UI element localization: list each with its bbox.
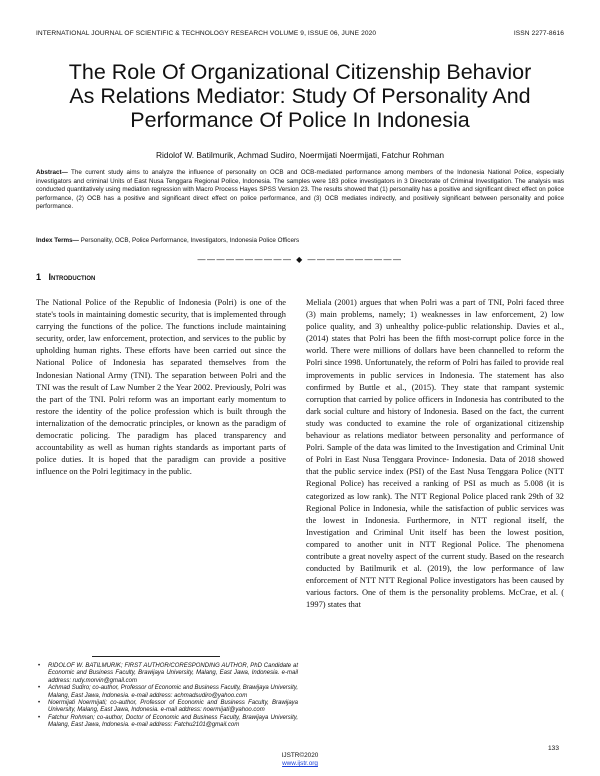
running-header-journal: INTERNATIONAL JOURNAL OF SCIENTIFIC & TECHNOLOGY RESEARCH VOLUME 9, ISSUE 06, JUNE 2020 — [36, 30, 377, 37]
footnote-item: • Achmad Sudiro; co-author, Professor of Economic and Business Faculty, Brawijaya University, Malang, East Jawa, Indonesia. e-mail address: achmadsudiro@yahoo.com — [48, 685, 298, 700]
abstract — [36, 169, 564, 212]
index-terms-label: Index Terms— — [36, 237, 79, 244]
body-paragraph: Meliala (2001) argues that when Polri was a part of TNI, Polri faced three (3) main problems, namely; 1) weaknesses in law enforcement, 2) low police quality, and 3) unhealthy police-public relationship. Davies et al., (2014) states that Polri has been the fifth most-corrupt police force in the world. There were millions of dollars have been channelled to reform the Polri since 1998. Unfortunately, the reform of Polri has failed to provide real improvements in public services in Indonesia. The statement has also confirmed by Buttle et al., (2015). They state that rampant systemic corruption that carried by police officers in Indonesia has contributed to the dark social culture and history of Indonesia. Based on the fact, the current study was conducted to examine the role of organizational citizenship behaviour as relations mediator between personality and performance of Polri. Sample of the data was limited to the Investigation and Criminal Unit of Polri in East Nusa Tenggara Province- Indonesia. Data of 2018 showed that the public service index (PSI) of the East Nusa Tenggara Police (NTT Regional Police) has received a ranking of PSI as much as 5.008 (it is categorized as low rank). The NTT Regional Police placed rank 29th of 32 Regional Police in Indonesia, while the satisfaction of public services was the lowest in Indonesia. Furthermore, in NTT regional itself, the Investigation and Criminal Unit itself has been the lowest position, compared to another unit in NTT Regional Police. The phenomena contribute a great novelty aspect of the current study. Based on the research conducted by Batilmurik et al. (2019), the low performance of law enforcement of NTT NTT Regional Police investigators has been caused by various factors. One of them is the personality problems. McCrae, et al. ( 1997) states that — [306, 298, 564, 610]
index-terms-text: Personality, OCB, Police Performance, Investigators, Indonesia Police Officers — [78, 237, 300, 244]
left-column-body — [36, 297, 286, 478]
footer-copyright: IJSTR©2020 — [281, 752, 319, 759]
paper-title — [30, 60, 570, 132]
abstract-label: Abstract— — [36, 169, 68, 176]
author-footnotes — [36, 663, 298, 730]
page-footer — [0, 752, 600, 769]
section-heading — [36, 272, 95, 282]
body-paragraph: The National Police of the Republic of Indonesia (Polri) is one of the state's tools in maintaining domestic security, that is implemented through carrying the functions of the police. The functions include maintaining security, order, law enforcement, protection, and services to the public by upholding human rights. These efforts have been carried out since the National Police of Indonesia has separated themselves from the Indonesian National Army (TNI). The separation between Polri and the TNI was the result of Law Number 2 the Year 2002. Previously, Polri was the part of the TNI. Polri reform was an important early momentum to restore the identity of the police profession which is built through the internalization of the democratic principles, or known as the paradigm of democratic policing. The paradigm has placed transparency and accountability as well as human rights standards as important parts of police duties. It is hoped that the paradigm can provide a positive influence on the Polri legitimacy in the public. — [36, 298, 286, 477]
title-line-1: The Role Of Organizational Citizenship Behavior — [68, 60, 532, 84]
section-number: 1 — [36, 272, 42, 282]
index-terms — [36, 237, 564, 246]
footnote-item: • RIDOLOF W. BATILMURIK; FIRST AUTHOR/CORESPONDING AUTHOR, PhD Candidate at Economic and Business Faculty, Brawijaya University, Malang, East Jawa, Indonesia. e-mail address: rudy.morvin@gmail.com — [48, 663, 298, 685]
page-number: 133 — [548, 745, 560, 752]
footnote-item: • Fatchur Rohman; co-author, Doctor of Economic and Business Faculty, Brawijaya University, Malang, East Jawa, Indonesia. e-mail address: Fatchu2101@gmail.com — [48, 715, 298, 730]
title-line-3: Performance Of Police In Indonesia — [130, 108, 470, 132]
right-column-body — [306, 297, 564, 611]
footer-url-link[interactable]: www.ijstr.org — [282, 760, 318, 768]
section-title: Introduction — [48, 272, 96, 282]
abstract-text: The current study aims to analyze the influence of personality on OCB and OCB-mediated performance among members of the Indonesia National Police, especially investigators and criminal Units of East Nusa Tenggara Regional Police, Indonesia. The samples were 183 police investigators in 3 Directorate of Criminal Investigation. The analysis was conducted quantitatively using mediation regression with Macro Process Hayes SPSS Version 23. The results showed that (1) personality has a positive and significant direct effect on police performance, (2) OCB has a positive and significant direct effect on police performance, and (3) OCB mediates indirectly, and positively significant between personality and police performance. — [36, 169, 564, 211]
title-line-2: As Relations Mediator: Study Of Personality And — [69, 84, 531, 108]
footnote-item: • Noermijati Noermijati; co-author, Professor of Economic and Business Faculty, Brawijaya University, Malang, East Jawa, Indonesia. e-mail address: noermijati@yahoo.com — [48, 700, 298, 715]
author-list: Ridolof W. Batilmurik, Achmad Sudiro, Noermijati Noermijati, Fatchur Rohman — [155, 150, 445, 160]
footnote-rule — [92, 656, 220, 657]
running-header-issn: ISSN 2277-8616 — [513, 30, 564, 37]
section-divider: —————————— ◆ —————————— — [197, 255, 403, 264]
